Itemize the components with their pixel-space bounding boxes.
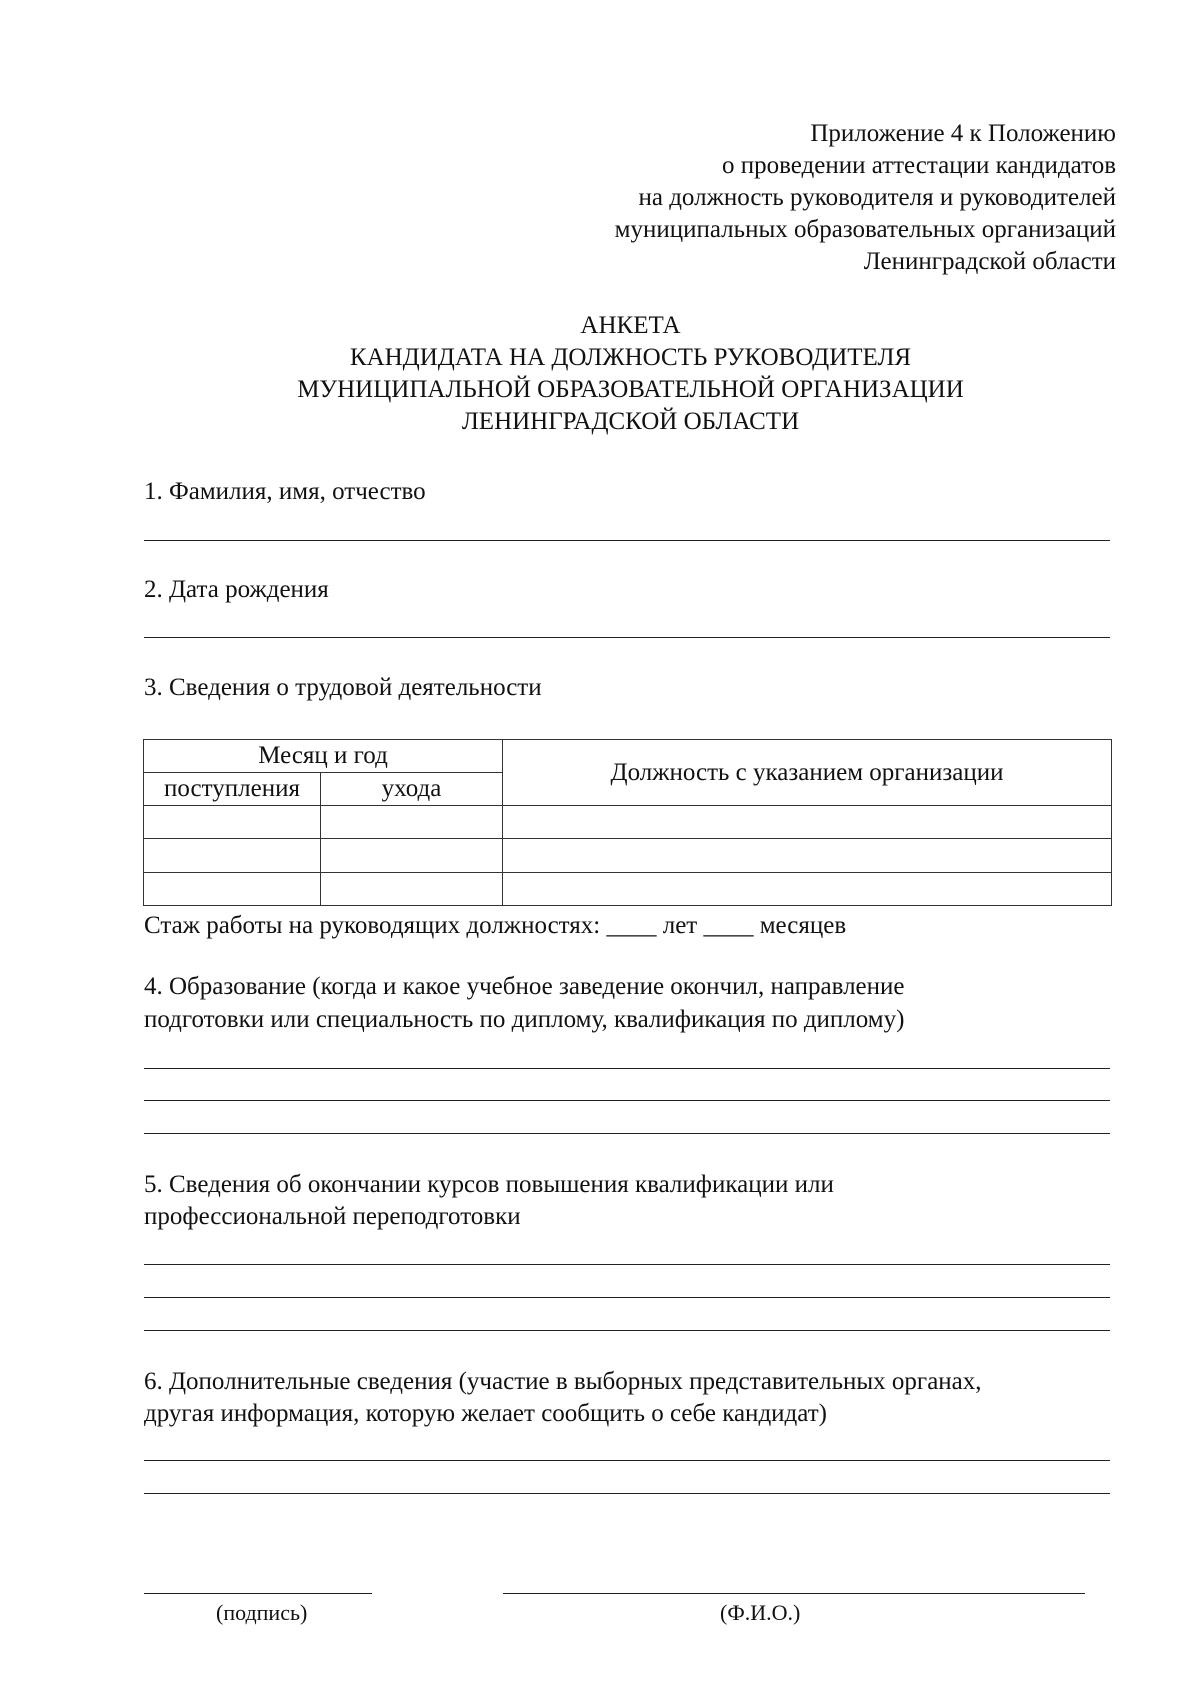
full-name-caption: (Ф.И.О.): [720, 1600, 801, 1625]
end-date-cell[interactable]: [321, 873, 503, 906]
full-name-signature-field[interactable]: [503, 1593, 1085, 1594]
courses-field[interactable]: [144, 1264, 1110, 1265]
annex-line: на должность руководителя и руководителей: [638, 184, 1116, 211]
experience-label: Стаж работы на руководящих должностях:: [144, 912, 601, 939]
birth-date-field[interactable]: [144, 637, 1110, 638]
courses-field[interactable]: [144, 1330, 1110, 1331]
additional-info-field[interactable]: [144, 1493, 1110, 1494]
additional-info-field[interactable]: [144, 1460, 1110, 1461]
title-line: МУНИЦИПАЛЬНОЙ ОБРАЗОВАТЕЛЬНОЙ ОРГАНИЗАЦИИ: [297, 376, 964, 403]
section-6-label: 6. Дополнительные сведения (участие в выборных представительных органах,: [144, 1368, 982, 1395]
signature-field[interactable]: [144, 1593, 372, 1594]
section-4-label: 4. Образование (когда и какое учебное заведение окончил, направление: [144, 973, 905, 1000]
years-unit: лет: [662, 912, 698, 939]
position-cell[interactable]: [503, 806, 1112, 839]
table-row: [144, 839, 1112, 873]
start-date-cell[interactable]: [144, 806, 321, 839]
signature-caption: (подпись): [216, 1600, 308, 1625]
work-history-table: [143, 739, 1112, 906]
full-name-field[interactable]: [144, 540, 1110, 541]
experience-line: [144, 912, 846, 940]
start-date-cell[interactable]: [144, 839, 321, 873]
title-line: КАНДИДАТА НА ДОЛЖНОСТЬ РУКОВОДИТЕЛЯ: [349, 344, 912, 371]
document-title: [0, 310, 1200, 438]
annex-header: [615, 118, 1116, 278]
month-year-header: Месяц и год: [144, 740, 503, 773]
end-date-cell[interactable]: [321, 806, 503, 839]
years-blank[interactable]: ____: [606, 912, 657, 939]
annex-line: о проведении аттестации кандидатов: [722, 152, 1116, 179]
section-2-label: 2. Дата рождения: [144, 576, 329, 603]
education-field[interactable]: [144, 1068, 1110, 1069]
end-column-header: ухода: [321, 773, 503, 806]
end-date-cell[interactable]: [321, 839, 503, 873]
section-5-label-cont: профессиональной переподготовки: [144, 1203, 521, 1230]
courses-field[interactable]: [144, 1297, 1110, 1298]
position-header: Должность с указанием организации: [503, 740, 1112, 806]
annex-line: муниципальных образовательных организаций: [614, 216, 1116, 243]
section-5-label: 5. Сведения об окончании курсов повышения квалификации или: [144, 1171, 834, 1198]
months-unit: месяцев: [759, 912, 847, 939]
education-field[interactable]: [144, 1133, 1110, 1134]
start-date-cell[interactable]: [144, 873, 321, 906]
months-blank[interactable]: ____: [703, 912, 754, 939]
table-row: [144, 873, 1112, 906]
section-3-label: 3. Сведения о трудовой деятельности: [144, 674, 542, 701]
position-cell[interactable]: [503, 839, 1112, 873]
start-column-header: поступления: [144, 773, 321, 806]
annex-line: Ленинградской области: [863, 248, 1116, 275]
annex-line: Приложение 4 к Положению: [810, 120, 1116, 147]
section-1-label: 1. Фамилия, имя, отчество: [144, 478, 426, 505]
section-6-label-cont: другая информация, которую желает сообщить о себе кандидат): [144, 1400, 827, 1427]
education-field[interactable]: [144, 1100, 1110, 1101]
title-line: ЛЕНИНГРАДСКОЙ ОБЛАСТИ: [461, 408, 800, 435]
title-line: АНКЕТА: [580, 312, 681, 339]
position-cell[interactable]: [503, 873, 1112, 906]
table-row: [144, 806, 1112, 839]
section-4-label-cont: подготовки или специальность по диплому, квалификация по диплому): [144, 1006, 905, 1033]
